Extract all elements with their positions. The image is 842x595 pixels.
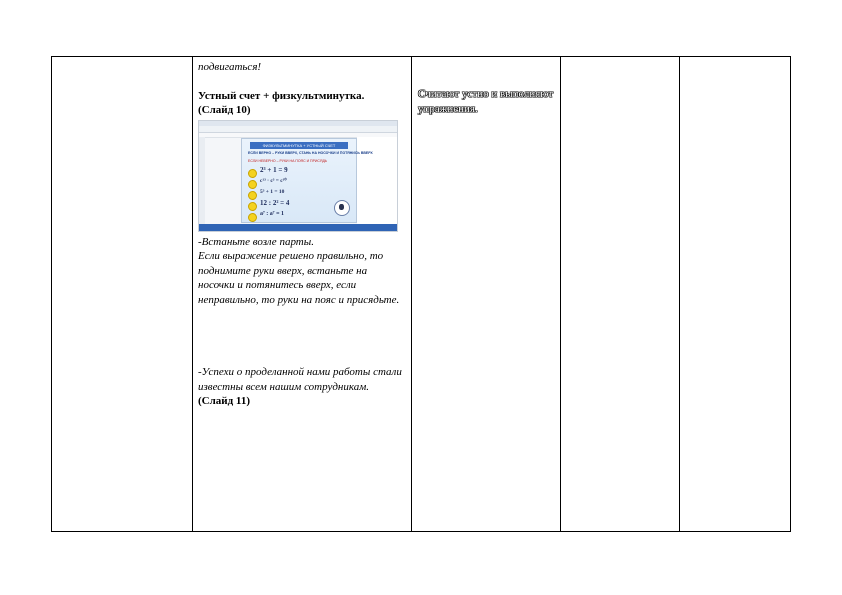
- slide-instruction: ЕСЛИ ВЕРНО – РУКИ ВВЕРХ, СТАНЬ НА НОСОЧКИ И ПОТЯНИСЬ ВВЕРХ: [248, 150, 373, 155]
- section-heading: Устный счет + физкультминутка.: [198, 89, 365, 102]
- slide-reference: (Слайд 10): [198, 104, 251, 116]
- closing-paragraph: -Успехи о проделанной нами работы стали известны всем нашим сотрудникам.: [198, 366, 402, 393]
- slide-expression: 12 : 2² = 4: [260, 198, 290, 207]
- smiley-icon: [248, 169, 257, 178]
- student-activity-cell: [412, 57, 560, 531]
- text-line: подвигаться!: [198, 61, 262, 73]
- slide-preview: [241, 138, 373, 223]
- instruction-paragraph: Если выражение решено правильно, то поднимите руки вверх, встаньте на носочки и потянитесь вверх, если неправильно, то руки на пояс и присядьте.: [198, 250, 400, 306]
- text-line: -Встаньте возле парты.: [198, 235, 314, 248]
- student-activity-text: Считают устно и выполняют упражнения.: [418, 88, 554, 115]
- column-divider: [560, 57, 561, 531]
- window-toolbar: [199, 126, 397, 133]
- smiley-icon: [248, 180, 257, 189]
- lesson-table: [51, 56, 791, 532]
- teacher-activity-cell: [193, 57, 411, 531]
- smiley-icon: [248, 191, 257, 200]
- windows-taskbar: [199, 224, 397, 231]
- slide-expression: 5³ + 1 = 10: [260, 188, 285, 195]
- slides-panel: [199, 137, 205, 224]
- smiley-icon: [248, 213, 257, 222]
- slide-expression: 2³ + 1 = 9: [260, 165, 288, 174]
- slide-title: ФИЗКУЛЬТМИНУТКА + УСТНЫЙ СЧЕТ: [250, 142, 348, 149]
- slide-expression: a⁷ : a⁷ = 1: [260, 210, 285, 217]
- slide-expression: c¹³ · c³ = c¹⁰: [260, 177, 287, 184]
- penguin-icon: [334, 200, 350, 216]
- smiley-icon: [248, 202, 257, 211]
- column-divider: [679, 57, 680, 531]
- slide-reference: (Слайд 11): [198, 395, 250, 407]
- slide-screenshot: [198, 120, 398, 232]
- slide-instruction-2: ЕСЛИ НЕВЕРНО – РУКИ НА ПОЯС И ПРИСЯДЬ: [248, 158, 328, 163]
